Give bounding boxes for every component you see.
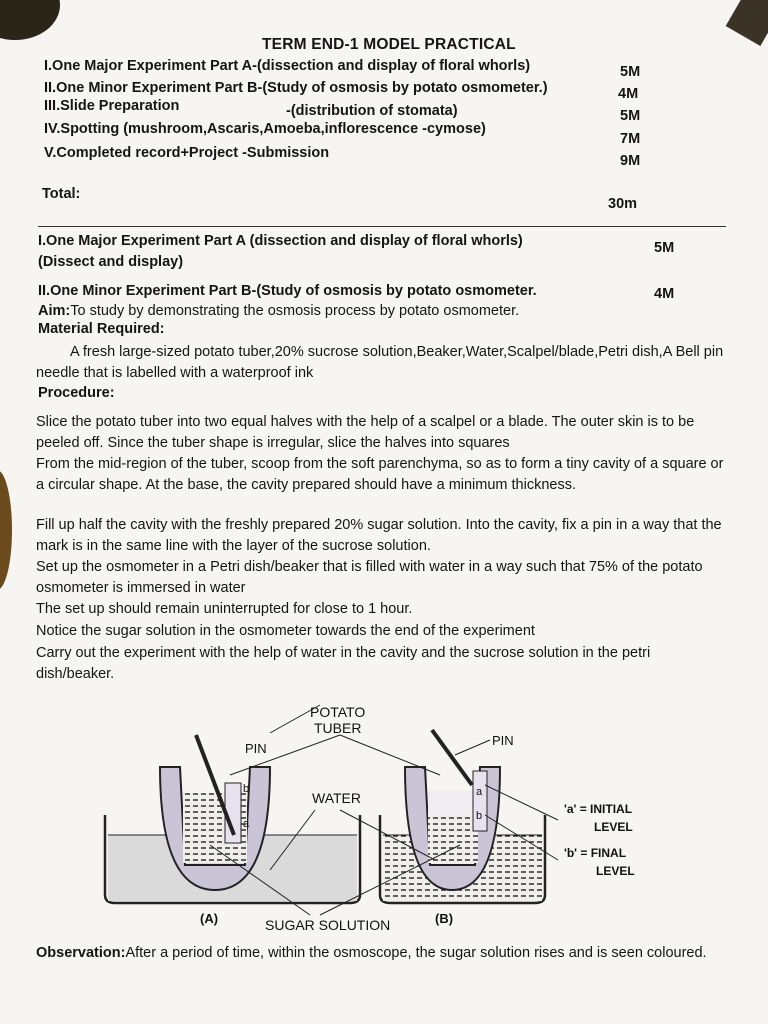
procedure-step: Carry out the experiment with the help of water in the cavity and the sucrose solution in the petri dish/beaker.	[36, 645, 651, 682]
page-title: TERM END-1 MODEL PRACTICAL	[262, 36, 516, 53]
legend-final: 'b' = FINAL	[564, 846, 627, 860]
observation-label: Observation:	[36, 945, 126, 961]
scheme-item: II.One Minor Experiment Part B-(Study of osmosis by potato osmometer.)	[44, 80, 548, 96]
osmometer-diagram	[80, 695, 680, 945]
part-b-marks: 4M	[654, 286, 675, 302]
scheme-item: V.Completed record+Project -Submission	[44, 145, 330, 161]
divider	[38, 226, 726, 227]
part-a-marks: 5M	[654, 240, 675, 256]
material-text: A fresh large-sized potato tuber,20% sucrose solution,Beaker,Water,Scalpel/blade,Petri dish,A Bell pin needle that is labelled with a waterproof ink	[36, 344, 724, 381]
procedure-step: Notice the sugar solution in the osmometer towards the end of the experiment	[36, 623, 535, 639]
legend-initial-level: LEVEL	[594, 820, 633, 834]
procedure-step: Fill up half the cavity with the freshly prepared 20% sugar solution. Into the cavity, fix a pin in a way that the mark is in the same line with the layer of the sucrose solution.	[36, 517, 722, 554]
aim-text: To study by demonstrating the osmosis process by potato osmometer.	[70, 303, 520, 319]
legend-initial: 'a' = INITIAL	[564, 802, 633, 816]
total-marks: 30m	[608, 196, 638, 212]
label-tuber: TUBER	[314, 720, 362, 736]
label-potato: POTATO	[310, 704, 366, 720]
label-fig-a: (A)	[200, 911, 219, 926]
part-a-heading: I.One Major Experiment Part A (dissection and display of floral whorls)	[38, 233, 523, 249]
mark-b-b: b	[476, 810, 483, 822]
scheme-marks: 5M	[620, 108, 641, 124]
scheme-item-detail: -(distribution of stomata)	[286, 103, 458, 119]
procedure-step: From the mid-region of the tuber, scoop from the soft parenchyma, so as to form a tiny cavity of a square or a circular shape. At the base, the cavity prepared should have a minimum thickness.	[36, 456, 724, 493]
material-label: Material Required:	[38, 321, 165, 337]
observation	[36, 943, 726, 964]
scheme-marks: 9M	[620, 153, 641, 169]
label-water: WATER	[312, 790, 361, 806]
scheme-item: I.One Major Experiment Part A-(dissection and display of floral whorls)	[44, 58, 531, 74]
label-pin-b: PIN	[492, 733, 514, 748]
procedure-step: Set up the osmometer in a Petri dish/beaker that is filled with water in a way such that 75% of the potato osmometer is immersed in water	[36, 559, 703, 596]
label-sugar-solution: SUGAR SOLUTION	[265, 917, 391, 933]
scheme-marks: 4M	[618, 86, 639, 102]
mark-b-a: b	[243, 783, 250, 795]
scheme-marks: 7M	[620, 131, 641, 147]
aim-line	[38, 303, 519, 319]
mark-a-a: a	[243, 818, 250, 830]
mark-a-b: a	[476, 786, 483, 798]
legend-final-level: LEVEL	[596, 864, 635, 878]
scheme-item: IV.Spotting (mushroom,Ascaris,Amoeba,inflorescence -cymose)	[44, 121, 486, 137]
procedure-step: Slice the potato tuber into two equal halves with the help of a scalpel or a blade. The outer skin is to be peeled off. Since the tuber shape is irregular, slice the halves into squares	[36, 414, 695, 451]
scheme-item: III.Slide Preparation	[44, 98, 180, 114]
procedure-step: The set up should remain uninterrupted for close to 1 hour.	[36, 601, 413, 617]
procedure-label: Procedure:	[38, 385, 115, 401]
scheme-marks: 5M	[620, 64, 641, 80]
label-pin-a: PIN	[245, 741, 267, 756]
aim-label: Aim:	[38, 303, 71, 319]
part-b-heading: II.One Minor Experiment Part B-(Study of osmosis by potato osmometer.	[38, 283, 537, 299]
label-fig-b: (B)	[435, 911, 454, 926]
total-label: Total:	[42, 186, 81, 202]
observation-text: After a period of time, within the osmoscope, the sugar solution rises and is seen coloured.	[125, 945, 707, 961]
part-a-sub: (Dissect and display)	[38, 254, 184, 270]
